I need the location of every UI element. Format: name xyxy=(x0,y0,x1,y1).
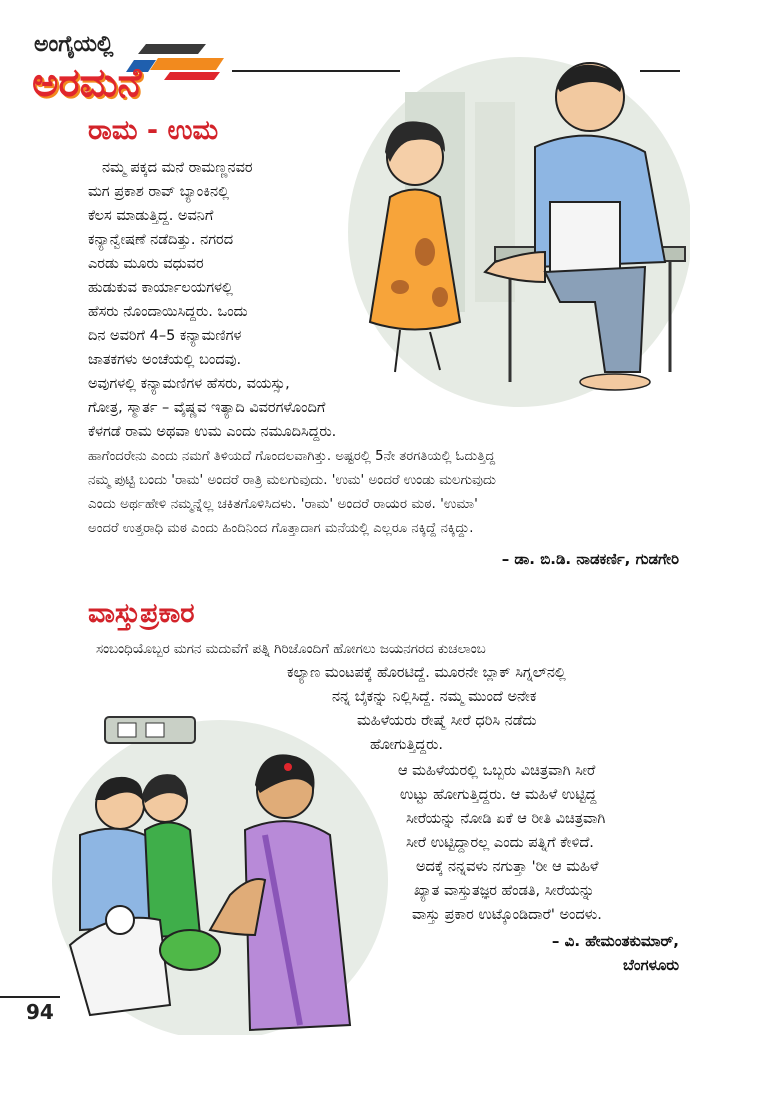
story1-line: ಮಗ ಪ್ರಕಾಶ ರಾವ್ ಬ್ಯಾಂಕಿನಲ್ಲಿ xyxy=(88,184,230,200)
story2-line: ಮಹಿಳೆಯರು ರೇಷ್ಮೆ ಸೀರೆ ಧರಿಸಿ ನಡೆದು xyxy=(357,713,537,729)
story2-line: ಅದಕ್ಕೆ ನನ್ನವಳು ನಗುತ್ತಾ 'ರೀ ಆ ಮಹಿಳೆ xyxy=(416,859,599,875)
footer-rule xyxy=(0,996,60,998)
story1-line: ಕೆಲಸ ಮಾಡುತ್ತಿದ್ದ. ಅವನಿಗೆ xyxy=(88,208,214,224)
story1-line: ಅವುಗಳಲ್ಲಿ ಕನ್ಯಾಮಣಿಗಳ ಹೆಸರು, ವಯಸ್ಸು, xyxy=(88,376,290,392)
story1-title: ರಾಮ - ಉಮ xyxy=(88,115,219,146)
story2-line: ಉಟ್ಟು ಹೋಗುತ್ತಿದ್ದರು. ಆ ಮಹಿಳೆ ಉಟ್ಟಿದ್ದ xyxy=(400,787,597,803)
story2-line: ನನ್ನ ಬೈಕನ್ನು ನಿಲ್ಲಿಸಿದ್ದೆ. ನಮ್ಮ ಮುಂದೆ ಅನೇಕ xyxy=(332,689,537,705)
story1-line: ಹುಡುಕುವ ಕಾರ್ಯಾಲಯಗಳಲ್ಲಿ xyxy=(88,280,233,296)
story1-credit: – ಡಾ. ಬಿ.ಡಿ. ನಾಡಕರ್ಣಿ, ಗುಡಗೇರಿ xyxy=(501,550,679,568)
story2-line: ಖ್ಯಾತ ವಾಸ್ತುತಜ್ಞರ ಹೆಂಡತಿ, ಸೀರೆಯನ್ನು xyxy=(414,883,595,899)
illustration-scooter-and-saree xyxy=(50,705,390,1035)
story2-line: ಕಲ್ಯಾಣ ಮಂಟಪಕ್ಕೆ ಹೊರಟಿದ್ದೆ. ಮೂರನೇ ಬ್ಲಾಕ್ ಸಿಗ್ನಲ್‌ನಲ್ಲಿ xyxy=(287,665,566,681)
story1-line: ದಿನ ಅವರಿಗೆ 4–5 ಕನ್ಯಾಮಣಿಗಳ xyxy=(88,328,242,344)
illustration-girl-and-man xyxy=(345,52,690,407)
story1-line: ಎರಡು ಮೂರು ವಧುವರ xyxy=(88,256,204,272)
story1-line: ಎಂದು ಅರ್ಥಹೇಳಿ ನಮ್ಮನ್ನೆಲ್ಲ ಚಕಿತಗೊಳಿಸಿದಳು. 'ರಾಮ' ಅಂದರೆ ರಾಯರ ಮಠ. 'ಉಮಾ' xyxy=(88,496,478,512)
story2-line: ಸಂಬಂಧಿಯೊಬ್ಬರ ಮಗನ ಮದುವೆಗೆ ಪತ್ನಿ ಗಿರಿಜೊಂದಿಗೆ ಹೋಗಲು ಜಯನಗರದ ಕುಚಲಾಂಬ xyxy=(96,642,486,657)
story2-credit-name: – ವಿ. ಹೇಮಂತಕುಮಾರ್, xyxy=(551,932,679,950)
story1-line: ಕೆಳಗಡೆ ರಾಮ ಅಥವಾ ಉಮ ಎಂದು ನಮೂದಿಸಿದ್ದರು. xyxy=(88,424,337,440)
story1-line: ಗೋತ್ರ, ಸ್ಮಾರ್ತ – ವೈಷ್ಣವ ಇತ್ಯಾದಿ ವಿವರಗಳೊಂದಿಗೆ xyxy=(88,400,326,416)
story2-line: ಸೀರೆ ಉಟ್ಟಿದ್ದಾರಲ್ಲ ಎಂದು ಪತ್ನಿಗೆ ಕೇಳಿದೆ. xyxy=(406,835,594,851)
story2-title: ವಾಸ್ತುಪ್ರಕಾರ xyxy=(88,598,195,629)
story1-line: ನಮ್ಮ ಪುಟ್ಟಿ ಬಂದು 'ರಾಮ' ಅಂದರೆ ರಾತ್ರಿ ಮಲಗುವುದು. 'ಉಮ' ಅಂದರೆ ಉಂಡು ಮಲಗುವುದು xyxy=(88,473,496,488)
masthead-brand: ಅರಮನೆ xyxy=(32,60,142,106)
story2-line: ಸೀರೆಯನ್ನು ನೋಡಿ ಏಕೆ ಆ ರೀತಿ ವಿಚಿತ್ರವಾಗಿ xyxy=(406,811,606,827)
masthead-subtitle: ಅಂಗೈಯಲ್ಲಿ xyxy=(34,32,114,57)
story2-line: ಹೋಗುತ್ತಿದ್ದರು. xyxy=(370,737,444,753)
story1-line: ಹೆಸರು ನೊಂದಾಯಿಸಿದ್ದರು. ಒಂದು xyxy=(88,304,248,320)
story1-line: ನಮ್ಮ ಪಕ್ಕದ ಮನೆ ರಾಮಣ್ಣನವರ xyxy=(102,160,253,176)
story1-line: ಹಾಗೆಂದರೇನು ಎಂದು ನಮಗೆ ತಿಳಿಯದೆ ಗೊಂದಲವಾಗಿತ್ತು. ಅಷ್ಟರಲ್ಲಿ 5ನೇ ತರಗತಿಯಲ್ಲಿ ಓದುತ್ತಿದ್ದ xyxy=(88,449,496,464)
story2-line: ಆ ಮಹಿಳೆಯರಲ್ಲಿ ಒಬ್ಬರು ವಿಚಿತ್ರವಾಗಿ ಸೀರೆ xyxy=(398,763,596,779)
masthead-logo xyxy=(28,32,228,112)
story1-line: ಕನ್ಯಾನ್ವೇಷಣೆ ನಡೆದಿತ್ತು. ನಗರದ xyxy=(88,232,234,248)
story2-credit-place: ಬೆಂಗಳೂರು xyxy=(622,956,679,974)
story1-line: ಅಂದರೆ ಉತ್ತರಾಧಿ ಮಠ ಎಂದು ಹಿಂದಿನಿಂದ ಗೊತ್ತಾದಾಗ ಮನೆಯಲ್ಲಿ ಎಲ್ಲರೂ ನಕ್ಕಿದ್ದೆ ನಕ್ಕಿದ್ದು. xyxy=(88,521,474,536)
page-number: 94 xyxy=(26,1000,54,1024)
story1-line: ಜಾತಕಗಳು ಅಂಚೆಯಲ್ಲಿ ಬಂದವು. xyxy=(88,352,242,368)
story2-line: ವಾಸ್ತು ಪ್ರಕಾರ ಉಟ್ಕೊಂಡಿದಾರೆ' ಅಂದಳು. xyxy=(412,907,602,923)
